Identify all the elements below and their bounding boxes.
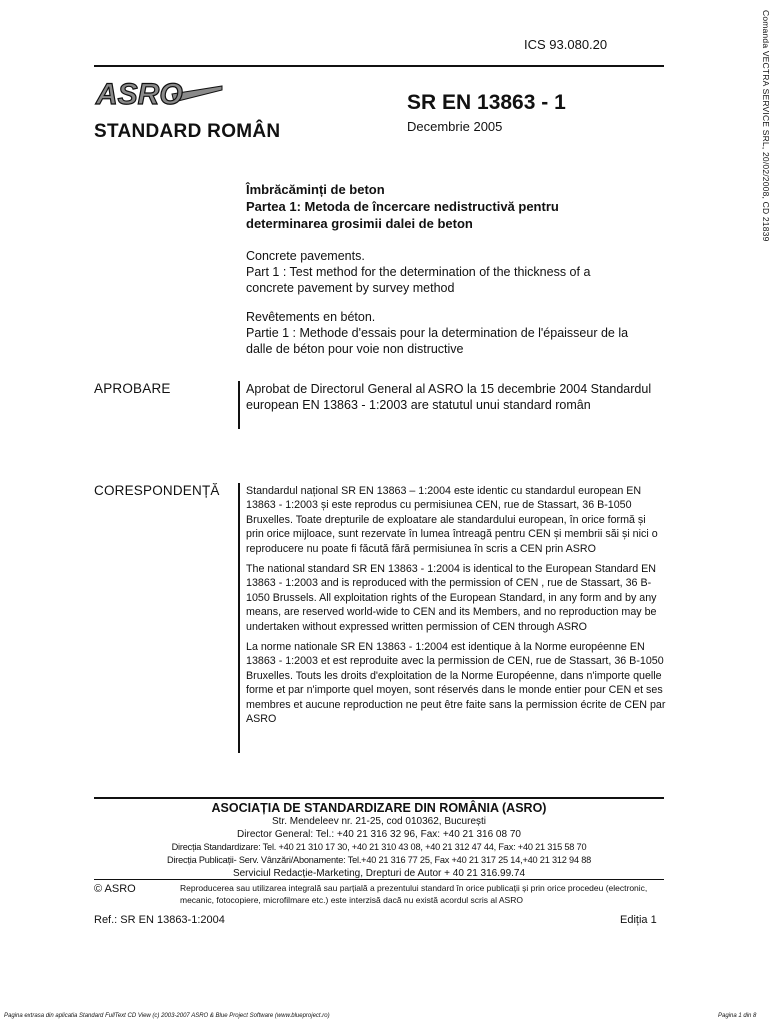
title-ro-line: Partea 1: Metoda de încercare nedistructivă pentru [246,199,559,214]
corespondenta-paragraph-ro: Standardul național SR EN 13863 – 1:2004 este identic cu standardul european EN 13863 - 1:2003 și este reprodus cu permisiunea CEN, rue de Stassart, 36 B-1050 Bruxelles. Toate drepturile de exploatare ale standardului european, în orice formă și prin orice mijloace, sunt rezervate în lumea întreagă pentru CEN și membrii săi și nici o reproducere nu poate fi făcută fără permisiunea în scris a CEN prin ASRO [246,485,658,555]
standard-code: SR EN 13863 - 1 [407,91,566,114]
association-block [94,801,664,880]
copyright-owner: © ASRO [94,883,136,895]
order-side-note: Comanda VECTRA SERVICE SRL, 20/02/2008, CD 21839 [761,10,771,242]
reference: Ref.: SR EN 13863-1:2004 [94,914,225,926]
asro-logo [94,72,224,116]
title-en-line: Concrete pavements. [246,249,365,263]
header-rule [94,65,664,67]
logo-text: ASRO [96,78,183,111]
association-address: Str. Mendeleev nr. 21-25, cod 010362, București [271,816,487,827]
corespondenta-label: CORESPONDENȚĂ [94,483,220,498]
publication-date: Decembrie 2005 [407,119,503,134]
title-fr-line: dalle de béton pour voie non distructive [246,342,464,356]
copyright-notice: Reproducerea sau utilizarea integrală sau parțială a prezentului standard în orice publicații și prin orice procedeu (electronic, mecanic, fotocopiere, microfilmare etc.) este interzisă dacă nu există acordul scris al ASRO [180,883,648,905]
association-director: Director General: Tel.: +40 21 316 32 96, Fax: +40 21 316 08 70 [237,829,521,840]
title-ro-line: determinarea grosimii dalei de beton [246,216,473,231]
ics-code: ICS 93.080.20 [524,37,608,52]
corespondenta-text [246,484,666,733]
corespondenta-paragraph-en: The national standard SR EN 13863 - 1:2004 is identical to the European Standard EN 13863 - 1:2003 and is reproduced with the permission of CEN , rue de Stassart, 36 B-1050 Brussels. All exploitation rights of the European Standard, in any form and by any means, are reserved world-wide to CEN and its Members, and no reproduction may be undertaken without expressed written permission of CEN through ASRO [246,563,657,633]
copyright-rule [94,879,664,880]
corespondenta-paragraph-fr: La norme nationale SR EN 13863 - 1:2004 est identique à la Norme européenne EN 13863 - 1:2003 et est reproduite avec la permission de CEN, rue de Stassart, 36 B-1050 Bruxelles. Touts les droits d'exploitation de la Norme Européenne, dans n'importe quelle forme et par n'importe quel moyen, sont réservés dans le monde entier pour CEN et ses membres et aucune reproduction ne peut être faite sans la permission écrite de CEN par ASRO [246,641,666,726]
title-fr-line: Revêtements en béton. [246,310,376,324]
title-romanian [246,181,666,232]
association-rule [94,797,664,799]
footer-source: Pagina extrasa din aplicatia Standard FullText CD View (c) 2003-2007 ASRO & Blue Project Software (www.blueproject.ro) [4,1013,330,1019]
title-en-line: concrete pavement by survey method [246,281,455,295]
title-ro-line: Îmbrăcăminți de beton [246,182,385,197]
page-indicator: Pagina 1 din 8 [718,1013,757,1019]
aprobare-label: APROBARE [94,381,171,396]
association-publications: Direcția Publicații- Serv. Vânzări/Abonamente: Tel.+40 21 316 77 25, Fax +40 21 317 25 14,+40 21 312 94 88 [166,855,592,865]
title-fr-line: Partie 1 : Methode d'essais pour la determination de l'épaisseur de la [246,326,629,340]
aprobare-text: Aprobat de Directorul General al ASRO la 15 decembrie 2004 Standardul european EN 13863 - 1:2003 are statutul unui standard român [246,382,652,412]
association-marketing: Serviciul Redacție-Marketing, Drepturi de Autor + 40 21 316.99.74 [232,868,526,879]
aprobare-divider [238,381,240,429]
association-standardization: Direcția Standardizare: Tel. +40 21 310 17 30, +40 21 310 43 08, +40 21 312 47 44, Fax: +40 21 315 58 70 [171,842,587,852]
title-french [246,309,666,357]
association-name: ASOCIAȚIA DE STANDARDIZARE DIN ROMÂNIA (ASRO) [211,801,547,815]
edition: Ediția 1 [620,914,657,926]
standard-label: STANDARD ROMÂN [94,121,281,142]
title-en-line: Part 1 : Test method for the determination of the thickness of a [246,265,591,279]
title-english [246,248,666,296]
corespondenta-divider [238,483,240,753]
